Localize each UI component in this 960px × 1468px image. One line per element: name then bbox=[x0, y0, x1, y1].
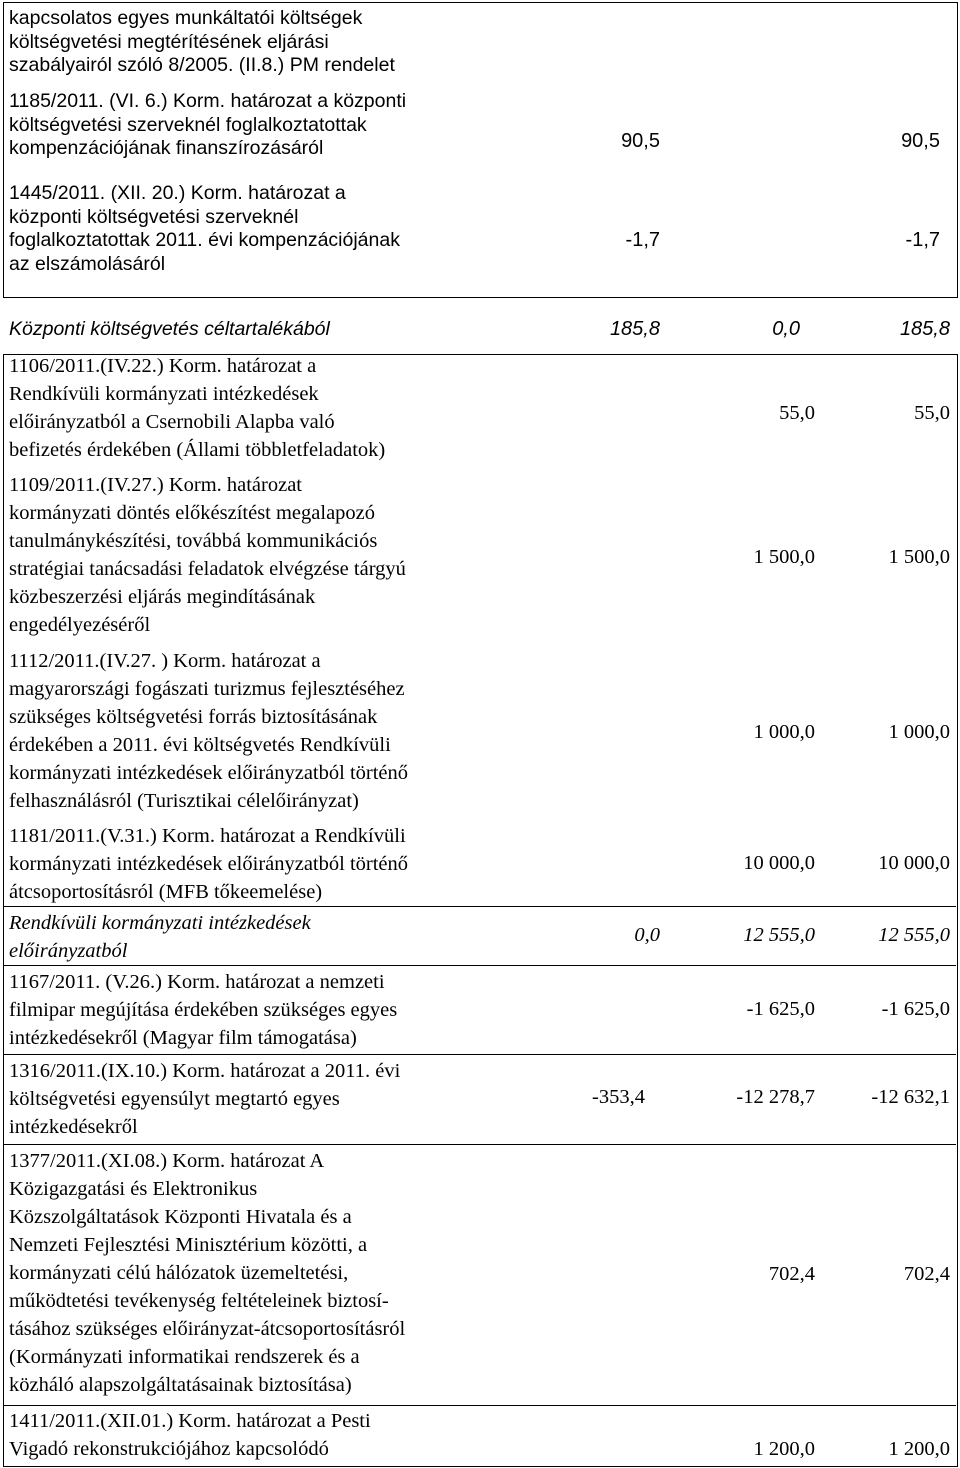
value-cell: 10 000,0 bbox=[878, 852, 950, 874]
value-cell: 12 555,0 bbox=[878, 924, 950, 946]
text-line: tanulmánykészítési, továbbá kommunikációs bbox=[9, 530, 378, 552]
text-line: költségvetési egyensúlyt megtartó egyes bbox=[9, 1088, 340, 1110]
text-line: Közszolgáltatások Központi Hivatala és a bbox=[9, 1206, 352, 1228]
row-description bbox=[9, 182, 509, 276]
value-cell: 702,4 bbox=[903, 1263, 950, 1285]
text-line: 1185/2011. (VI. 6.) Korm. határozat a központi bbox=[9, 90, 407, 112]
row-description bbox=[9, 1147, 569, 1399]
row-divider bbox=[3, 965, 956, 966]
value-cell: 1 500,0 bbox=[888, 546, 950, 568]
value-cell: 10 000,0 bbox=[743, 852, 815, 874]
text-line: kapcsolatos egyes munkáltatói költségek bbox=[9, 7, 363, 29]
text-line: befizetés érdekében (Állami többletfeladatok) bbox=[9, 439, 386, 461]
row-description bbox=[9, 471, 569, 639]
row-divider bbox=[3, 906, 956, 907]
value-cell: 1 200,0 bbox=[753, 1438, 815, 1460]
text-line: engedélyezéséről bbox=[9, 614, 151, 636]
row-description bbox=[9, 822, 569, 906]
text-line: Rendkívüli kormányzati intézkedések bbox=[9, 912, 311, 934]
value-cell: 702,4 bbox=[768, 1263, 815, 1285]
text-line: tásához szükséges előirányzat-átcsoportosításról bbox=[9, 1318, 406, 1340]
text-line: 1106/2011.(IV.22.) Korm. határozat a bbox=[9, 355, 317, 377]
text-line: Közigazgatási és Elektronikus bbox=[9, 1178, 258, 1200]
text-line: magyarországi fogászati turizmus fejlesztéséhez bbox=[9, 678, 405, 700]
value-cell: -1 625,0 bbox=[881, 998, 950, 1020]
text-line: 1181/2011.(V.31.) Korm. határozat a Rendkívüli bbox=[9, 825, 406, 847]
row-description bbox=[9, 647, 569, 815]
text-line: stratégiai tanácsadási feladatok elvégzése tárgyú bbox=[9, 558, 406, 580]
value-cell: 1 500,0 bbox=[753, 546, 815, 568]
text-line: Rendkívüli kormányzati intézkedések bbox=[9, 383, 319, 405]
text-line: szabályairól szóló 8/2005. (II.8.) PM rendelet bbox=[9, 54, 395, 77]
text-line: 1411/2011.(XII.01.) Korm. határozat a Pesti bbox=[9, 1410, 371, 1432]
row-description bbox=[9, 909, 569, 965]
text-line: előirányzatból bbox=[9, 940, 128, 962]
text-line: foglalkoztatottak 2011. évi kompenzációjának bbox=[9, 229, 400, 252]
value-cell: 1 000,0 bbox=[753, 721, 815, 743]
text-line: költségvetési szerveknél foglalkoztatottak bbox=[9, 113, 367, 136]
subtotal-label: Központi költségvetés céltartalékából bbox=[9, 318, 330, 340]
text-line: 1316/2011.(IX.10.) Korm. határozat a 2011. évi bbox=[9, 1060, 401, 1082]
row-divider bbox=[3, 1144, 956, 1145]
text-line: Vigadó rekonstrukciójához kapcsolódó bbox=[9, 1438, 329, 1460]
value-cell: -12 278,7 bbox=[736, 1086, 815, 1108]
value-cell: 90,5 bbox=[621, 130, 660, 152]
text-line: (Kormányzati informatikai rendszerek és a bbox=[9, 1346, 360, 1368]
text-line: kormányzati döntés előkészítést megalapozó bbox=[9, 502, 376, 524]
text-line: 1167/2011. (V.26.) Korm. határozat a nemzeti bbox=[9, 971, 385, 993]
text-line: felhasználásról (Turisztikai célelőirányzat) bbox=[9, 790, 359, 812]
value-cell: -1,7 bbox=[625, 229, 660, 251]
value-cell: 12 555,0 bbox=[743, 924, 815, 946]
value-cell: 0,0 bbox=[634, 924, 660, 946]
text-line: átcsoportosításról (MFB tőkeemelése) bbox=[9, 881, 323, 903]
text-line: 1377/2011.(XI.08.) Korm. határozat A bbox=[9, 1150, 325, 1172]
text-line: az elszámolásáról bbox=[9, 252, 166, 275]
text-line: kormányzati intézkedések előirányzatból történő bbox=[9, 853, 409, 875]
text-line: intézkedésekről (Magyar film támogatása) bbox=[9, 1027, 357, 1049]
value-cell: 185,8 bbox=[899, 318, 950, 340]
value-cell: 55,0 bbox=[914, 402, 950, 424]
text-line: 1445/2011. (XII. 20.) Korm. határozat a bbox=[9, 182, 346, 204]
row-description bbox=[9, 1407, 569, 1463]
text-line: filmipar megújítása érdekében szükséges egyes bbox=[9, 999, 398, 1021]
row-description bbox=[9, 968, 569, 1052]
row-divider bbox=[3, 1405, 956, 1406]
value-cell: 55,0 bbox=[779, 402, 815, 424]
value-cell: 1 200,0 bbox=[888, 1438, 950, 1460]
value-cell: 1 000,0 bbox=[888, 721, 950, 743]
value-cell: -353,4 bbox=[592, 1086, 645, 1108]
text-line: közháló alapszolgáltatásainak biztosítása) bbox=[9, 1374, 352, 1396]
text-line: kompenzációjának finanszírozásáról bbox=[9, 137, 324, 160]
row-description bbox=[9, 90, 509, 161]
text-line: költségvetési megtérítésének eljárási bbox=[9, 30, 329, 53]
value-cell: -12 632,1 bbox=[871, 1086, 950, 1108]
text-line: központi költségvetési szerveknél bbox=[9, 205, 299, 228]
text-line: 1109/2011.(IV.27.) Korm. határozat bbox=[9, 474, 303, 496]
text-line: Nemzeti Fejlesztési Minisztérium közötti, a bbox=[9, 1234, 368, 1256]
value-cell: 185,8 bbox=[609, 318, 660, 340]
text-line: kormányzati célú hálózatok üzemeltetési, bbox=[9, 1262, 349, 1284]
value-cell: 90,5 bbox=[901, 130, 940, 152]
text-line: szükséges költségvetési forrás biztosításának bbox=[9, 706, 378, 728]
text-line: kormányzati intézkedések előirányzatból történő bbox=[9, 762, 409, 784]
row-description bbox=[9, 1057, 569, 1141]
row-description bbox=[9, 352, 569, 464]
row-divider bbox=[3, 1054, 956, 1055]
text-line: közbeszerzési eljárás megindításának bbox=[9, 586, 316, 608]
text-line: érdekében a 2011. évi költségvetés Rendkívüli bbox=[9, 734, 391, 756]
value-cell: -1,7 bbox=[905, 229, 940, 251]
text-line: működtetési tevékenység feltételeinek biztosí- bbox=[9, 1290, 389, 1312]
value-cell: -1 625,0 bbox=[746, 998, 815, 1020]
text-line: előirányzatból a Csernobili Alapba való bbox=[9, 411, 335, 433]
value-cell: 0,0 bbox=[772, 318, 800, 340]
text-line: 1112/2011.(IV.27. ) Korm. határozat a bbox=[9, 650, 321, 672]
text-line: intézkedésekről bbox=[9, 1116, 138, 1138]
row-description bbox=[9, 7, 509, 78]
